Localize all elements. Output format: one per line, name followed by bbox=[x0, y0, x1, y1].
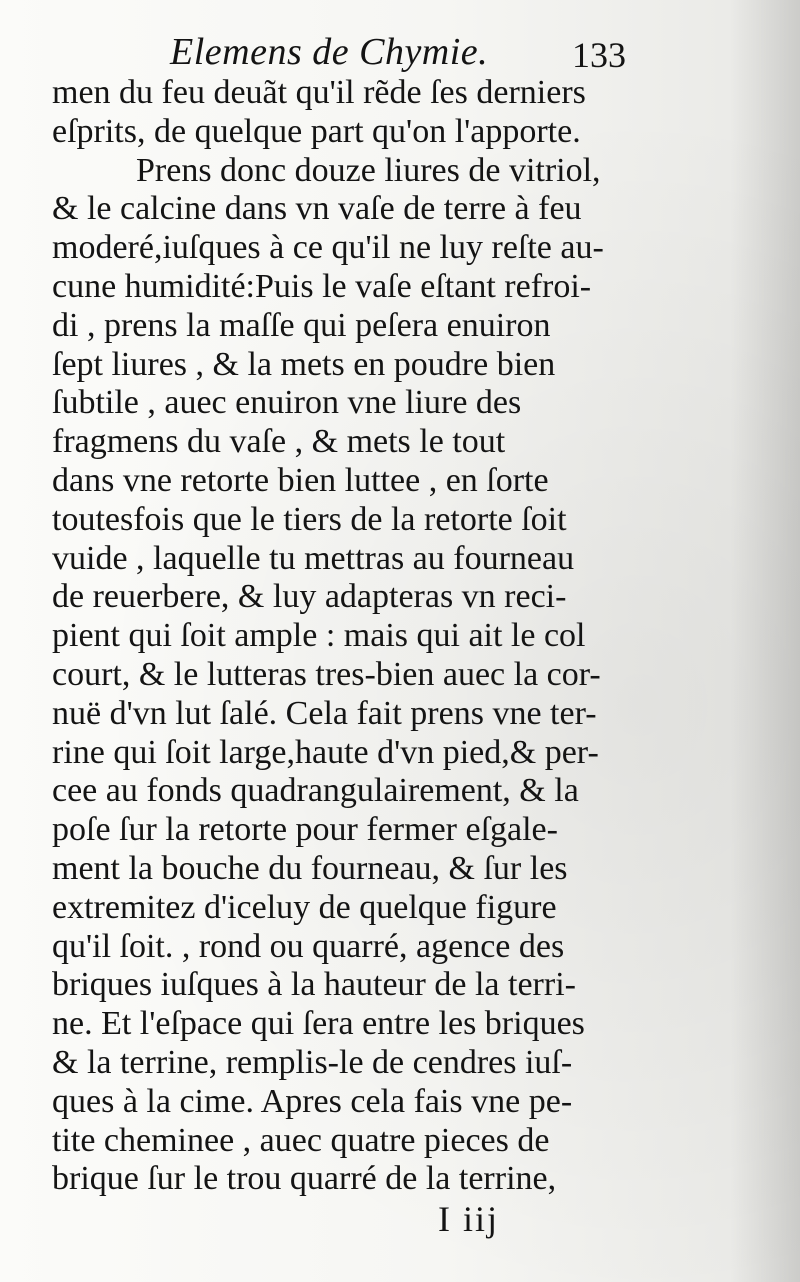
text-line: men du feu deuãt qu'il rẽde ſes derniers bbox=[52, 74, 586, 111]
text-line: rine qui ſoit large,haute d'vn pied,& per- bbox=[52, 733, 599, 771]
text-line: pient qui ſoit ample : mais qui ait le col bbox=[52, 617, 586, 655]
text-line: ment la bouche du fourneau, & ſur les bbox=[52, 849, 568, 887]
text-line: fragmens du vaſe , & mets le tout bbox=[52, 423, 506, 461]
text-line: toutesfois que le tiers de la retorte ſoit bbox=[52, 500, 567, 538]
signature-mark: I iij bbox=[438, 1199, 499, 1239]
page-edge-shadow bbox=[730, 0, 800, 1282]
text-line: tite cheminee , auec quatre pieces de bbox=[52, 1121, 550, 1159]
text-line: ne. Et l'eſpace qui ſera entre les briques bbox=[52, 1005, 585, 1043]
text-line: & la terrine, remplis-le de cendres iuſ- bbox=[52, 1043, 573, 1081]
running-title: Elemens de Chymie. bbox=[170, 31, 489, 73]
text-line: Prens donc douze liures de vitriol, bbox=[136, 151, 601, 189]
page-number: 133 bbox=[572, 35, 626, 75]
text-line: ques à la cime. Apres cela fais vne pe- bbox=[52, 1082, 573, 1120]
text-line: brique ſur le trou quarré de la terrine, bbox=[52, 1160, 557, 1198]
text-line: extremitez d'iceluy de quelque figure bbox=[52, 888, 557, 926]
text-line: moderé,iuſques à ce qu'il ne luy reſte au- bbox=[52, 229, 604, 267]
text-line: cee au fonds quadrangulairement, & la bbox=[52, 772, 579, 810]
text-line: vuide , laquelle tu mettras au fourneau bbox=[52, 539, 575, 577]
text-line: briques iuſques à la hauteur de la terri- bbox=[52, 966, 576, 1004]
text-line: & le calcine dans vn vaſe de terre à feu bbox=[52, 190, 582, 228]
text-line: qu'il ſoit. , rond ou quarré, agence des bbox=[52, 927, 565, 965]
text-line: ſubtile , auec enuiron vne liure des bbox=[52, 384, 522, 422]
body-text bbox=[52, 74, 622, 1199]
text-line: di , prens la maſſe qui peſera enuiron bbox=[52, 306, 551, 344]
text-line: poſe ſur la retorte pour fermer eſgale- bbox=[52, 811, 558, 849]
text-line: cune humidité:Puis le vaſe eſtant refroi- bbox=[52, 267, 592, 305]
text-line: dans vne retorte bien luttee , en ſorte bbox=[52, 461, 549, 499]
running-head bbox=[160, 28, 630, 78]
text-line: eſprits, de quelque part qu'on l'apporte. bbox=[52, 112, 581, 150]
text-line: nuë d'vn lut ſalé. Cela fait prens vne ter- bbox=[52, 694, 597, 732]
text-line: court, & le lutteras tres-bien auec la cor- bbox=[52, 655, 601, 693]
text-line: ſept liures , & la mets en poudre bien bbox=[52, 345, 556, 383]
text-line: de reuerbere, & luy adapteras vn reci- bbox=[52, 578, 567, 616]
